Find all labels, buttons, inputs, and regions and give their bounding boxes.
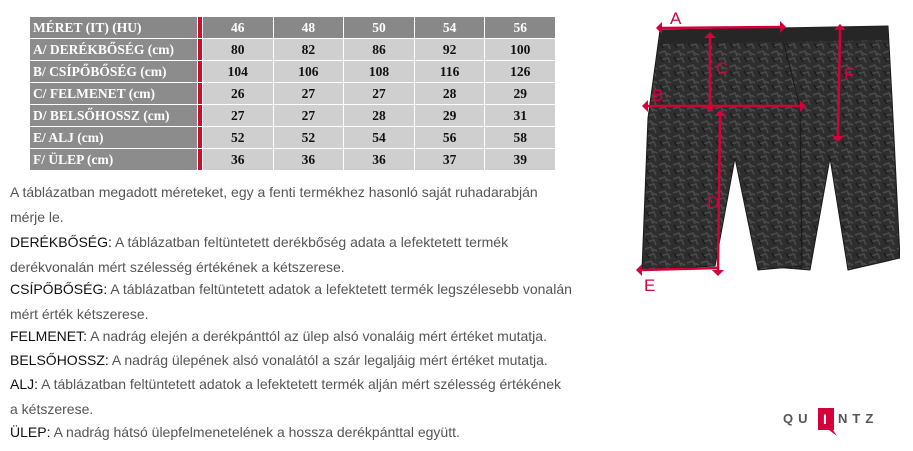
header-size: 50 — [344, 17, 415, 39]
dim-letter-e: E — [644, 276, 656, 295]
definition-alj — [10, 372, 561, 421]
dim-letter-a: A — [670, 9, 682, 28]
table-cell: 37 — [414, 149, 485, 171]
table-cell: 27 — [203, 105, 274, 127]
dim-letter-c: C — [716, 59, 729, 78]
table-cell: 52 — [203, 127, 274, 149]
shorts-illustration — [630, 8, 900, 298]
table-cell: 100 — [485, 39, 556, 61]
definition-felmenet — [10, 324, 547, 349]
definition-term: FELMENET: — [10, 328, 88, 344]
definition-belsohossz — [10, 348, 548, 373]
definition-term: CSÍPŐBŐSÉG: — [10, 281, 108, 297]
row-label: E/ ALJ (cm) — [30, 127, 198, 149]
table-row — [30, 61, 556, 83]
row-label: B/ CSÍPŐBŐSÉG (cm) — [30, 61, 198, 83]
definition-text: a kétszerese. — [10, 400, 94, 417]
logo-text-right: NTZ — [838, 411, 879, 426]
header-size: 48 — [273, 17, 344, 39]
logo-text-mid: I — [823, 411, 827, 427]
waistband-back — [778, 26, 888, 42]
definition-term: ÜLEP: — [10, 424, 51, 440]
table-row — [30, 39, 556, 61]
table-cell: 126 — [485, 61, 556, 83]
definition-derekboseg — [10, 230, 508, 279]
header-label: MÉRET (IT) (HU) — [30, 17, 198, 39]
table-cell: 29 — [414, 105, 485, 127]
definition-text: A nadrág elején a derékpánttól az ülep alsó vonaláig mért értéket mutatja. — [87, 328, 547, 344]
table-cell: 27 — [344, 83, 415, 105]
table-cell: 28 — [414, 83, 485, 105]
table-cell: 36 — [344, 149, 415, 171]
table-cell: 36 — [273, 149, 344, 171]
table-cell: 80 — [203, 39, 274, 61]
definition-text: A táblázatban feltüntetett adatok a lefektetett termék alján mért szélesség értékének — [38, 376, 561, 392]
table-cell: 82 — [273, 39, 344, 61]
table-cell: 52 — [273, 127, 344, 149]
table-header-row — [30, 17, 556, 39]
logo-text-left: QU — [783, 411, 813, 426]
table-cell: 36 — [203, 149, 274, 171]
table-cell: 106 — [273, 61, 344, 83]
table-cell: 92 — [414, 39, 485, 61]
size-table — [30, 17, 556, 171]
table-row — [30, 105, 556, 127]
intro-line: mérje le. — [10, 208, 64, 225]
definition-ulep — [10, 420, 460, 445]
header-size: 54 — [414, 17, 485, 39]
table-cell: 39 — [485, 149, 556, 171]
table-cell: 26 — [203, 83, 274, 105]
intro-text — [10, 180, 538, 229]
definition-term: ALJ: — [10, 376, 39, 392]
header-size: 46 — [203, 17, 274, 39]
table-cell: 27 — [273, 105, 344, 127]
row-label: C/ FELMENET (cm) — [30, 83, 198, 105]
row-label: D/ BELSŐHOSSZ (cm) — [30, 105, 198, 127]
quintz-logo — [783, 404, 893, 442]
table-row — [30, 127, 556, 149]
dim-letter-b: B — [652, 86, 664, 105]
table-row — [30, 149, 556, 171]
definition-text: derékvonalán mért szélesség értékének a kétszerese. — [10, 258, 345, 275]
table-cell: 54 — [344, 127, 415, 149]
table-cell: 56 — [414, 127, 485, 149]
definition-text: A nadrág hátsó ülepfelmenetelének a hossza derékpánttal együtt. — [50, 424, 460, 440]
definition-term: DERÉKBŐSÉG: — [10, 234, 112, 250]
intro-line: A táblázatban megadott méreteket, egy a fenti termékhez hasonló saját ruhadarabján — [10, 184, 538, 200]
table-cell: 58 — [485, 127, 556, 149]
dim-letter-d: D — [707, 193, 720, 212]
row-label: A/ DERÉKBŐSÉG (cm) — [30, 39, 198, 61]
table-cell: 28 — [344, 105, 415, 127]
waistband — [660, 28, 780, 44]
definition-term: BELSŐHOSSZ: — [10, 352, 109, 368]
definition-text: A nadrág ülepének alsó vonalától a szár legaljáig mért értéket mutatja. — [108, 352, 548, 368]
definition-text: A táblázatban feltüntetett adatok a lefektetett termék legszélesebb vonalán — [107, 281, 572, 297]
definition-text: mért érték kétszerese. — [10, 305, 149, 322]
table-cell: 108 — [344, 61, 415, 83]
header-size: 56 — [485, 17, 556, 39]
table-cell: 86 — [344, 39, 415, 61]
row-label: F/ ÜLEP (cm) — [30, 149, 198, 171]
table-cell: 27 — [273, 83, 344, 105]
table-cell: 116 — [414, 61, 485, 83]
table-cell: 104 — [203, 61, 274, 83]
table-cell: 29 — [485, 83, 556, 105]
table-cell: 31 — [485, 105, 556, 127]
table-row — [30, 83, 556, 105]
dim-letter-f: F — [844, 65, 855, 84]
definition-text: A táblázatban feltüntetett derékbőség adata a lefektetett termék — [111, 234, 509, 250]
definition-csipoboseg — [10, 277, 572, 326]
